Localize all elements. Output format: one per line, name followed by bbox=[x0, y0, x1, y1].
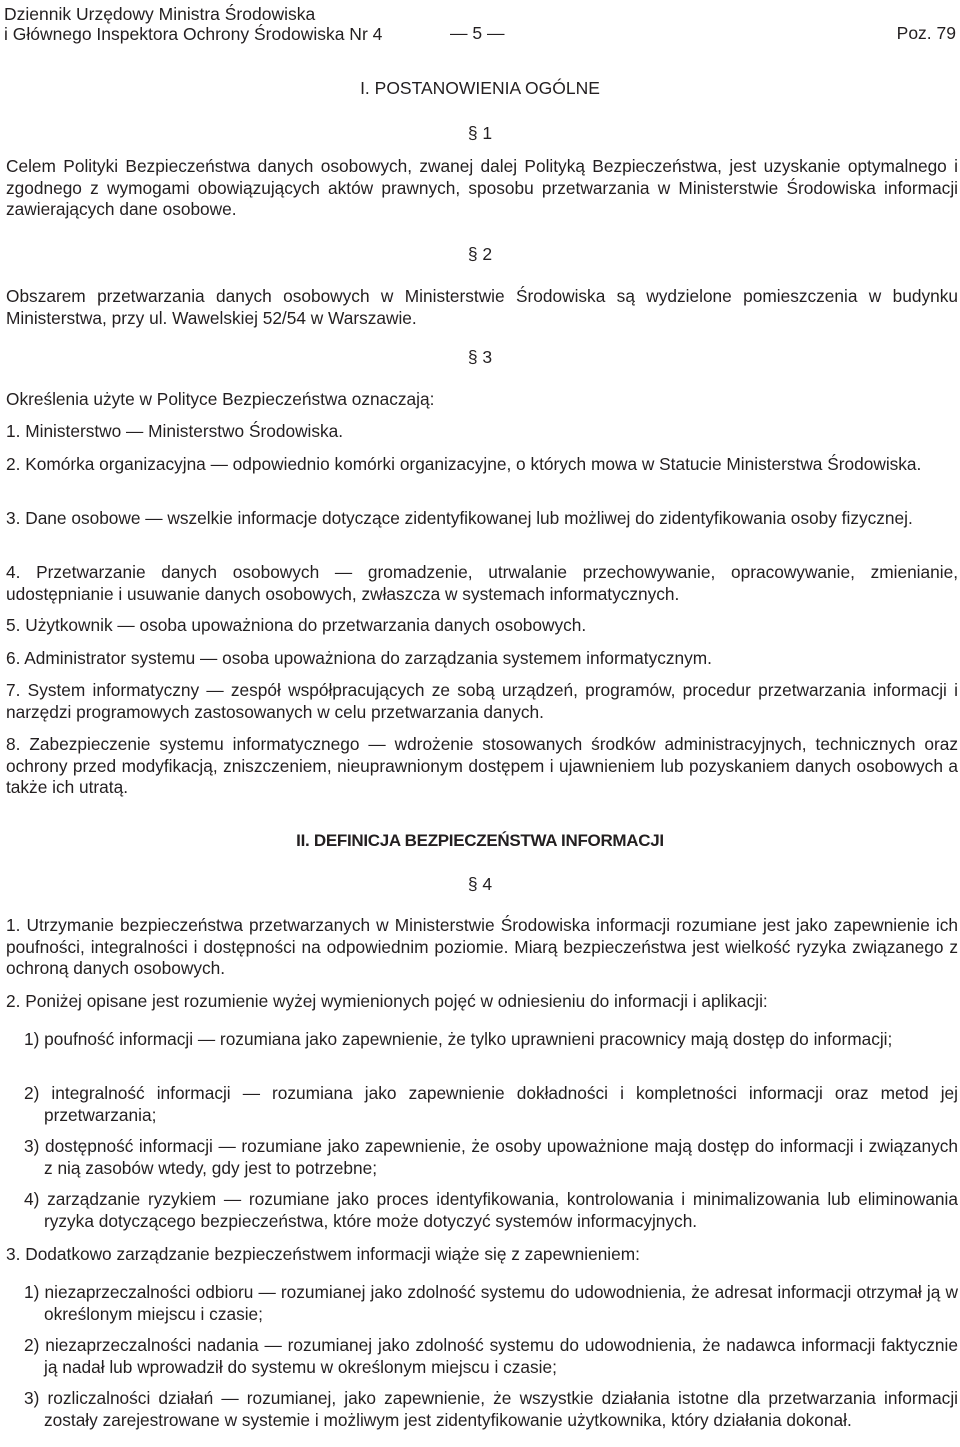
definition-item: 5. Użytkownik — osoba upoważniona do przetwarzania danych osobowych. bbox=[6, 615, 587, 635]
section-title-1: I. POSTANOWIENIA OGÓLNE bbox=[360, 78, 600, 98]
paragraph-mark-1: § 1 bbox=[467, 123, 493, 143]
paragraph-mark-3: § 3 bbox=[467, 347, 493, 367]
paragraph-mark-4: § 4 bbox=[467, 874, 493, 894]
paragraph-mark-2: § 2 bbox=[467, 244, 493, 264]
definition-item: 8. Zabezpieczenie systemu informatycznego — wdrożenie stosowanych środków administracyjnych, technicznych oraz ochrony przed modyfikacją, zniszczeniem, nieuprawnionym dostępem i ujawnieniem lub pozyskaniem danych osobowych a także ich utratą. bbox=[6, 734, 958, 797]
journal-title-line2: i Głównego Inspektora Ochrony Środowiska Nr 4 bbox=[4, 24, 383, 44]
definition-item: 7. System informatyczny — zespół współpracujących ze sobą urządzeń, programów, procedur przetwarzania informacji i narzędzi programowych zastosowanych w celu przetwarzania danych. bbox=[6, 680, 958, 722]
paragraph-3-intro: Określenia użyte w Polityce Bezpieczeństwa oznaczają: bbox=[6, 389, 435, 409]
section2-item-2: 2. Poniżej opisane jest rozumienie wyżej wymienionych pojęć w odniesieniu do informacji i aplikacji: bbox=[6, 991, 768, 1011]
journal-title-line1: Dziennik Urzędowy Ministra Środowiska bbox=[4, 4, 316, 24]
section-title-2: II. DEFINICJA BEZPIECZEŃSTWA INFORMACJI bbox=[296, 831, 664, 850]
section2-item-3: 3. Dodatkowo zarządzanie bezpieczeństwem informacji wiąże się z zapewnieniem: bbox=[6, 1244, 640, 1264]
definition-item: 2. Komórka organizacyjna — odpowiednio komórki organizacyjne, o których mowa w Statucie Ministerstwa Środowiska. bbox=[6, 454, 922, 474]
sub-item: 1) niezaprzeczalności odbioru — rozumianej jako zdolność systemu do udowodnienia, że adresat informacji otrzymał ją w określonym miejscu i czasie; bbox=[24, 1282, 958, 1324]
definition-item: 4. Przetwarzanie danych osobowych — gromadzenie, utrwalanie przechowywanie, opracowywanie, zmienianie, udostępnianie i usuwanie danych osobowych, zwłaszcza w systemach informatycznych. bbox=[6, 562, 958, 604]
page-number: — 5 — bbox=[450, 23, 505, 43]
position-number: Poz. 79 bbox=[896, 23, 956, 43]
sub-item: 3) dostępność informacji — rozumiane jako zapewnienie, że osoby upoważnione mają dostęp do informacji i związanych z nią zasobów wtedy, gdy jest to potrzebne; bbox=[24, 1136, 958, 1178]
definition-item: 1. Ministerstwo — Ministerstwo Środowiska. bbox=[6, 421, 344, 441]
sub-item: 2) integralność informacji — rozumiana jako zapewnienie dokładności i kompletności informacji oraz metod jej przetwarzania; bbox=[24, 1083, 958, 1125]
paragraph-1-text: Celem Polityki Bezpieczeństwa danych osobowych, zwanej dalej Polityką Bezpieczeństwa, jest uzyskanie optymalnego i zgodnego z wymogami obowiązujących aktów prawnych, sposobu przetwarzania w Ministerstwie Środowiska informacji zawierających dane osobowe. bbox=[6, 156, 958, 219]
journal-title bbox=[4, 4, 382, 44]
section2-item-1: 1. Utrzymanie bezpieczeństwa przetwarzanych w Ministerstwie Środowiska informacji rozumiane jest jako zapewnienie ich poufności, integralności i dostępności na odpowiednim poziomie. Miarą bezpieczeństwa jest wielkość ryzyka związanego z ochroną danych osobowych. bbox=[6, 915, 958, 978]
paragraph-2-text: Obszarem przetwarzania danych osobowych w Ministerstwie Środowiska są wydzielone pomieszczenia w budynku Ministerstwa, przy ul. Wawelskiej 52/54 w Warszawie. bbox=[6, 286, 958, 328]
sub-item: 3) rozliczalności działań — rozumianej, jako zapewnienie, że wszystkie działania istotne dla przetwarzania informacji zostały zarejestrowane w systemie i możliwym jest zidentyfikowanie użytkownika, który działania dokonał. bbox=[24, 1388, 958, 1430]
sub-item: 4) zarządzanie ryzykiem — rozumiane jako proces identyfikowania, kontrolowania i minimalizowania lub eliminowania ryzyka dotyczącego bezpieczeństwa, które może dotyczyć systemów informacyjnych. bbox=[24, 1189, 958, 1231]
definition-item: 6. Administrator systemu — osoba upoważniona do zarządzania systemem informatycznym. bbox=[6, 648, 712, 668]
definition-item: 3. Dane osobowe — wszelkie informacje dotyczące zidentyfikowanej lub możliwej do zidentyfikowania osoby fizycznej. bbox=[6, 508, 913, 528]
sub-item: 1) poufność informacji — rozumiana jako zapewnienie, że tylko uprawnieni pracownicy mają dostęp do informacji; bbox=[24, 1029, 893, 1049]
sub-item: 2) niezaprzeczalności nadania — rozumianej jako zdolność systemu do udowodnienia, że nadawca informacji faktycznie ją nadał lub wprowadził do systemu w określonym miejscu i czasie; bbox=[24, 1335, 958, 1377]
